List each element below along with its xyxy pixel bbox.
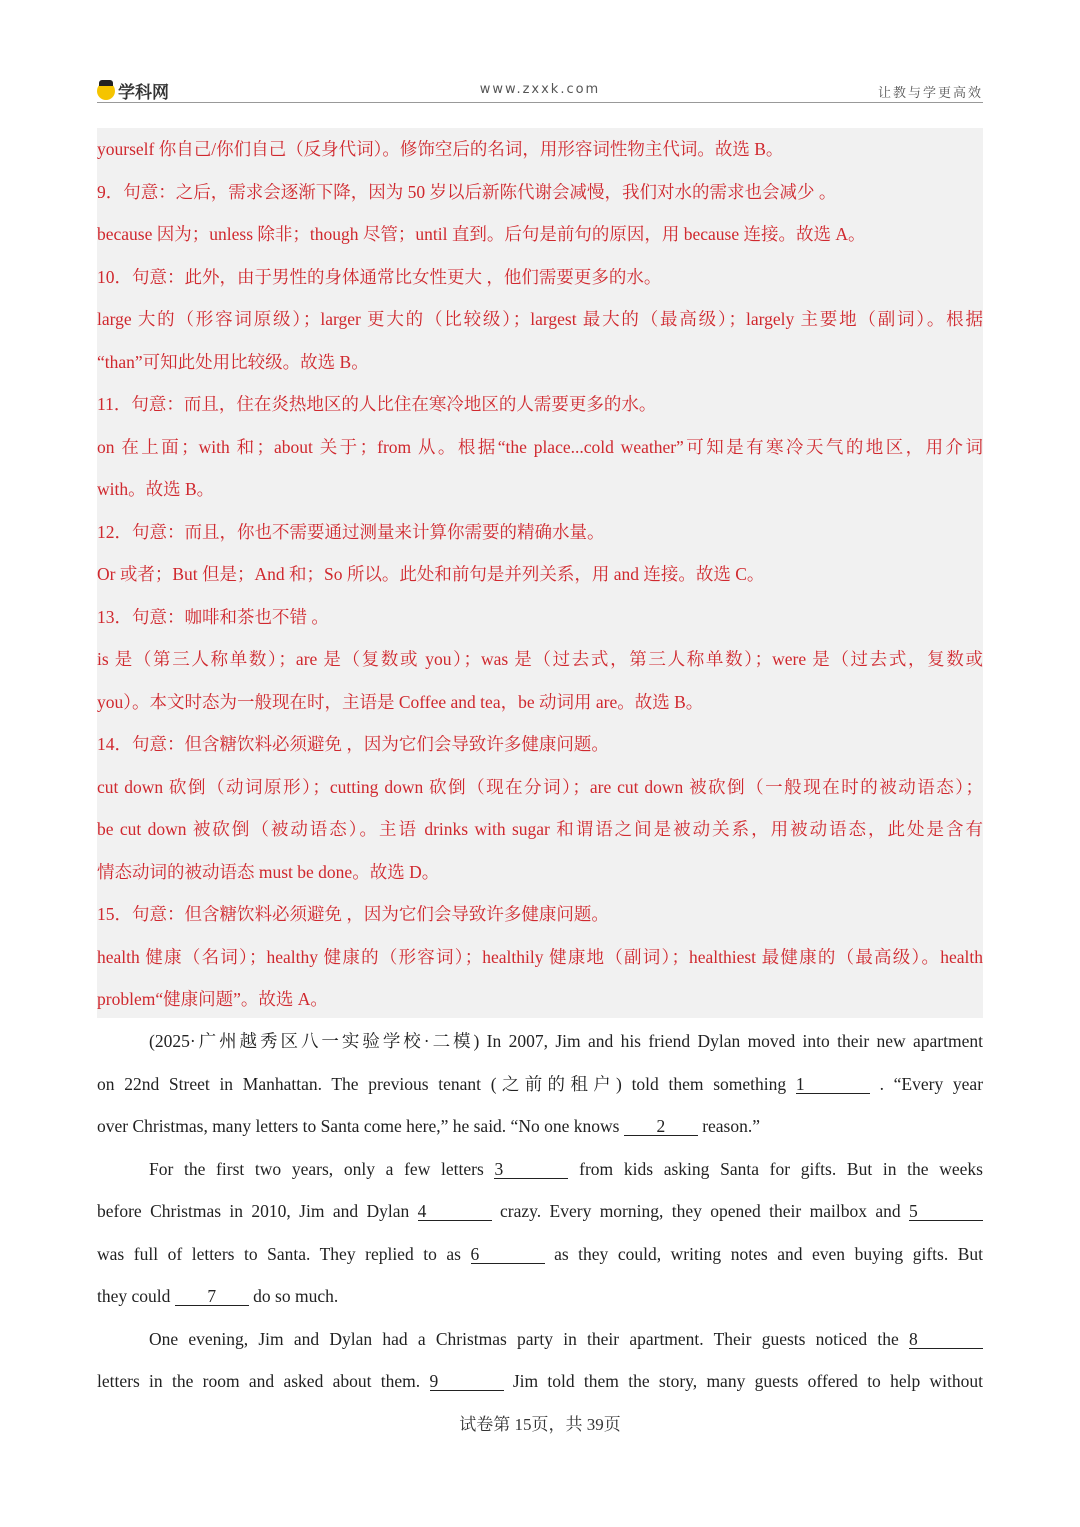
explanation-line: large 大的（形容词原级）；larger 更大的（比较级）；largest 最大的（最高级）；largely 主要地（副词）。根据	[97, 309, 983, 329]
answer-blank: 4	[418, 1202, 492, 1221]
answer-blank: 6	[471, 1245, 545, 1264]
slogan: 让教与学更高效	[877, 86, 983, 101]
explanation-line: 14．句意：但含糖饮料必须避免 ，因为它们会导致许多健康问题。	[97, 734, 609, 754]
explanation-line: 13．句意：咖啡和茶也不错 。	[97, 606, 329, 627]
passage-text: letters in the room and asked about them.	[97, 1371, 421, 1391]
passage-text: For the first two years, only a few letters	[149, 1158, 484, 1179]
passage-line	[97, 1360, 983, 1403]
passage-text: One evening, Jim and Dylan had a Christmas party in their apartment. Their guests noticed the	[149, 1328, 899, 1349]
answer-blank: 8	[909, 1330, 983, 1349]
passage-line	[97, 1233, 983, 1276]
explanation-line: health 健康（名词）；healthy 健康的（形容词）；healthily 健康地（副词）；healthiest 最健康的（最高级）。health	[97, 946, 983, 967]
passage-text: Jim told them the story, many guests offered to help without	[512, 1371, 983, 1391]
passage-text: over Christmas, many letters to Santa come here,” he said. “No one knows	[97, 1116, 624, 1136]
passage-line	[97, 1020, 983, 1063]
passage-line	[97, 1105, 983, 1148]
passage-line	[97, 1148, 983, 1191]
answer-blank: 3	[494, 1160, 568, 1179]
explanation-line: yourself 你自己/你们自己（反身代词）。修饰空后的名词，用形容词性物主代词。故选 B。	[97, 139, 784, 159]
explanation-line: with。故选 B。	[97, 479, 215, 499]
explanation-line: 情态动词的被动语态 must be done。故选 D。	[97, 861, 440, 882]
passage-text: (2025·广州越秀区八一实验学校·二模) In 2007, Jim and his friend Dylan moved into their new apartment	[149, 1031, 983, 1051]
answer-explanations	[97, 128, 983, 1018]
answer-blank: 9	[430, 1372, 504, 1391]
explanation-line: Or 或者；But 但是；And 和；So 所以。此处和前句是并列关系，用 and 连接。故选 C。	[97, 564, 765, 584]
passage-line	[97, 1063, 983, 1106]
passage-line	[97, 1190, 983, 1233]
passage-text: do so much.	[253, 1286, 339, 1306]
answer-blank: 1	[796, 1075, 870, 1094]
explanation-line: 9．句意：之后，需求会逐渐下降，因为 50 岁以后新陈代谢会减慢，我们对水的需求也会减少 。	[97, 181, 837, 202]
explanation-line: be cut down 被砍倒（被动语态）。主语 drinks with sugar 和谓语之间是被动关系，用被动语态，此处是含有	[97, 819, 983, 839]
page-header	[97, 76, 983, 103]
explanation-line: because 因为；unless 除非；though 尽管；until 直到。后句是前句的原因，用 because 连接。故选 A。	[97, 224, 866, 244]
cloze-passage	[97, 1020, 983, 1403]
site-url: www.zxxk.com	[479, 82, 601, 97]
explanation-line: cut down 砍倒（动词原形）；cutting down 砍倒（现在分词）；are cut down 被砍倒（一般现在时的被动语态）；	[97, 776, 983, 797]
explanation-line: problem“健康问题”。故选 A。	[97, 989, 328, 1009]
explanation-line: on 在上面；with 和；about 关于；from 从。根据“the place...cold weather”可知是有寒冷天气的地区，用介词	[97, 436, 983, 457]
passage-text: as they could, writing notes and even buying gifts. But	[554, 1243, 983, 1264]
answer-blank: 7	[175, 1287, 249, 1306]
explanation-line: you）。本文时态为一般现在时，主语是 Coffee and tea，be 动词用 are。故选 B。	[97, 691, 704, 712]
passage-text: was full of letters to Santa. They replied to as	[97, 1243, 461, 1264]
passage-text: they could	[97, 1286, 175, 1306]
logo-text: 学科网	[118, 83, 169, 103]
explanation-line: 10．句意：此外，由于男性的身体通常比女性更大 ，他们需要更多的水。	[97, 266, 662, 287]
explanation-line: 11．句意：而且，住在炎热地区的人比住在寒冷地区的人需要更多的水。	[97, 394, 657, 414]
explanation-line: is 是（第三人称单数）；are 是（复数或 you）；was 是（过去式，第三人称单数）；were 是（过去式，复数或	[97, 649, 983, 669]
passage-line	[97, 1318, 983, 1361]
answer-blank: 5	[909, 1202, 983, 1221]
explanation-line: 15．句意：但含糖饮料必须避免 ，因为它们会导致许多健康问题。	[97, 904, 609, 924]
passage-text: before Christmas in 2010, Jim and Dylan	[97, 1201, 410, 1221]
page-number: 试卷第 15页，共 39页	[459, 1415, 621, 1434]
passage-line	[97, 1275, 983, 1318]
passage-text: reason.”	[702, 1116, 761, 1136]
passage-text: crazy. Every morning, they opened their mailbox and	[500, 1201, 901, 1221]
explanation-line: “than”可知此处用比较级。故选 B。	[97, 351, 369, 372]
explanation-line: 12．句意：而且，你也不需要通过测量来计算你需要的精确水量。	[97, 521, 605, 542]
passage-text: from kids asking Santa for gifts. But in the weeks	[579, 1158, 983, 1179]
passage-text: on 22nd Street in Manhattan. The previous tenant (之前的租户) told them something	[97, 1073, 787, 1094]
answer-blank: 2	[624, 1117, 698, 1136]
passage-text: . “Every year	[879, 1073, 983, 1094]
